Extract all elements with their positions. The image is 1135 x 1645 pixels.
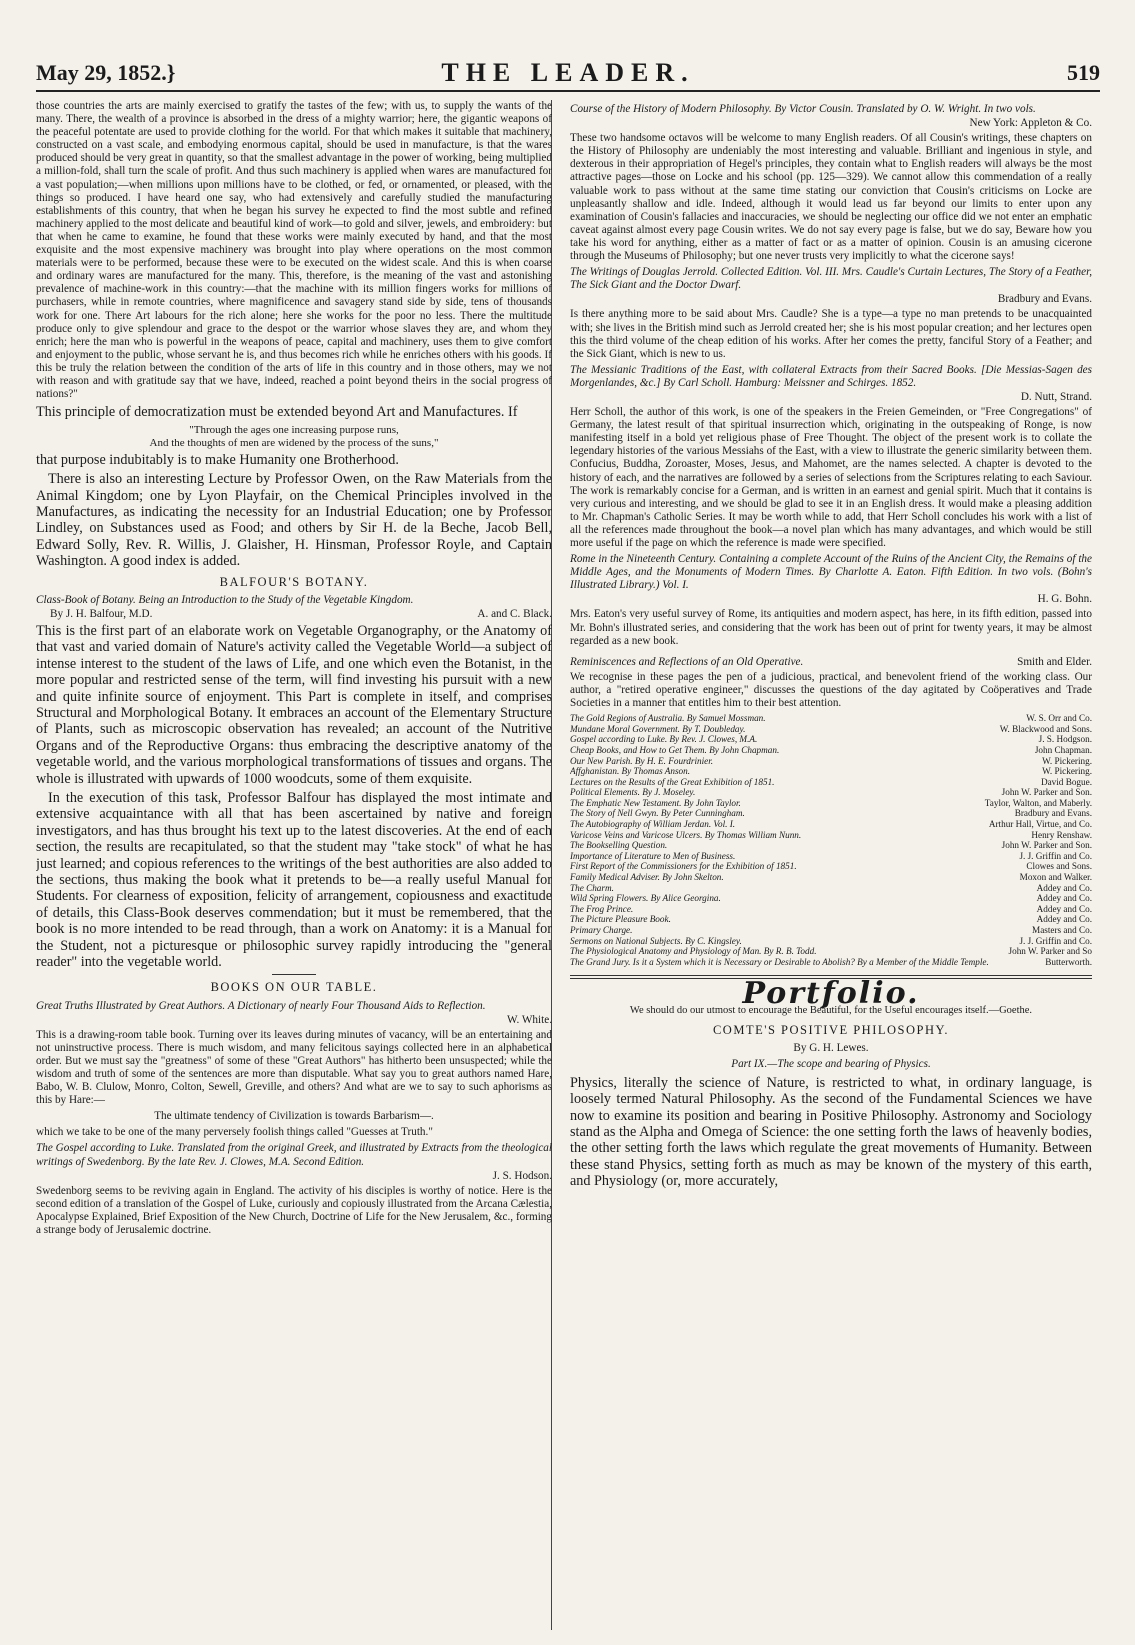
- gospel-luke-review: Swedenborg seems to be reviving again in England. The activity of his disciples is worthy of notice. Here is the second edition of a translation of the Gospel of Luke, curiously and copiously illustrated from the Arcana Cælestia, Apocalypse Explained, Brief Exposition of the New Church, Doctrine of Life for the New Jerusalem, &c., forming a strange body of Jerusalemic doctrine.: [36, 1184, 552, 1236]
- list-item-publisher: Addey and Co.: [1036, 903, 1092, 914]
- list-item-title: The Frog Prince.: [570, 903, 634, 914]
- list-item-title: Family Medical Adviser. By John Skelton.: [570, 872, 724, 883]
- comte-byline: By G. H. Lewes.: [793, 1041, 869, 1054]
- great-truths-review: This is a drawing-room table book. Turning over its leaves during minutes of vacancy, will be an entertaining and not uninstructive process. There is much wisdom, and many felicitous sayings collected here in an alphabetical order. But we must say the "greatness" of some of these "Great Authors" has hitherto been unsuspected; while the wisdom and truth of some of the sentences are more than disputable. What say you to great authors named Hare, Babo, W. B. Clulow, Monro, Colton, Sewell, Greville, and others? And what are we to say to such aphorisms as this by Hare:—: [36, 1028, 552, 1107]
- list-item-publisher: John W. Parker and So: [1008, 946, 1092, 957]
- rome-byline: [584, 593, 1092, 606]
- list-item: [570, 840, 1092, 851]
- list-item: [570, 861, 1092, 872]
- balfour-book-title: Class-Book of Botany. Being an Introduction to the Study of the Vegetable Kingdom.: [36, 593, 414, 606]
- balfour-publisher: A. and C. Black.: [477, 607, 552, 620]
- list-item-title: Lectures on the Results of the Great Exhibition of 1851.: [570, 776, 775, 787]
- list-item-title: Varicose Veins and Varicose Ulcers. By Thomas William Nunn.: [570, 829, 802, 840]
- list-item-title: Primary Charge.: [570, 925, 633, 935]
- great-truths-aphorism: The ultimate tendency of Civilization is towards Barbarism—.: [154, 1110, 434, 1123]
- list-item-publisher: Masters and Co.: [1032, 925, 1092, 935]
- list-item-publisher: Taylor, Walton, and Maberly.: [984, 797, 1092, 808]
- brotherhood-paragraph: that purpose indubitably is to make Humanity one Brotherhood.: [36, 451, 399, 468]
- list-item-title: The Story of Nell Gwyn. By Peter Cunningham.: [570, 808, 745, 819]
- issue-date: May 29, 1852.}: [36, 60, 176, 85]
- section-rule: [272, 974, 316, 975]
- list-item: [570, 745, 1092, 756]
- list-item-publisher: Arthur Hall, Virtue, and Co.: [988, 819, 1092, 830]
- list-item: [570, 787, 1092, 798]
- list-item-title: Mundane Moral Government. By T. Doubleday.: [570, 723, 746, 734]
- list-item-publisher: J. J. Griffin and Co.: [1019, 850, 1092, 861]
- list-item: [570, 936, 1092, 947]
- list-item-title: The Emphatic New Testament. By John Taylor.: [570, 797, 741, 808]
- list-item-title: Wild Spring Flowers. By Alice Georgina.: [570, 893, 721, 904]
- list-item-title: Affghanistan. By Thomas Anson.: [570, 766, 691, 777]
- list-item-title: The Charm.: [570, 882, 614, 893]
- list-item: [570, 819, 1092, 830]
- portfolio-motto: We should do our utmost to encourage the Beautiful, for the Useful encourages itself.—Goethe.: [629, 1005, 1033, 1017]
- left-column: [36, 100, 552, 1630]
- list-item-publisher: Addey and Co.: [1036, 882, 1092, 893]
- newspaper-title: THE LEADER.: [441, 58, 695, 87]
- lectures-paragraph: There is also an interesting Lecture by Professor Owen, on the Raw Materials from the Animal Kingdom; one by Lyon Playfair, on the Chemical Principles involved in the Manufactures, as indicating the necessity for an Industrial Education; one by Professor Lindley, on Substances used as Food; and others by Sir H. de la Beche, Jacob Bell, Edward Solly, Rev. R. Willis, J. Glaisher, H. Hinsman, Professor Royle, and Captain Washington. A good index is added.: [36, 471, 552, 570]
- list-item: [570, 830, 1092, 841]
- reminiscences-publisher: Smith and Elder.: [1017, 655, 1092, 668]
- list-item: [570, 957, 1092, 968]
- list-item: [570, 946, 1092, 957]
- list-item-title: The Physiological Anatomy and Physiology of Man. By R. B. Todd.: [570, 946, 817, 957]
- great-truths-publisher: W. White.: [506, 1013, 552, 1026]
- list-item-title: The Picture Pleasure Book.: [570, 914, 671, 925]
- list-item: [570, 798, 1092, 809]
- messianic-publisher: D. Nutt, Strand.: [1020, 390, 1092, 403]
- balfour-section-heading: BALFOUR'S BOTANY.: [219, 574, 369, 589]
- balfour-review-paragraph-2: In the execution of this task, Professor Balfour has displayed the most intimate and extensive acquaintance with all that has been ascertained by native and foreign investigators, and has thus brought his text up to the latest discoveries. At the end of each section, the results are recapitulated, so that the student may "take stock" of what he has just learned; and copious references to the writings of the best authorities are also added to the sections, thus making the book what it pretends to be—a really useful Manual for Students. For clearness of exposition, felicity of arrangement, copiousness and exactitude of details, this Class-Book deserves commendation; but it must be remembered, that the book is no more intended to be read through, than a work on Anatomy: it is a Manual for the Student, not a picturesque or philosophic survey rapidly introducing the "general reader" into the vegetable world.: [36, 789, 552, 970]
- portfolio-heading: Portfolio.: [742, 976, 920, 1012]
- list-item-publisher: J. S. Hodgson.: [1038, 734, 1092, 745]
- cousin-byline: [584, 117, 1092, 130]
- list-item: [570, 872, 1092, 883]
- list-item-publisher: Henry Renshaw.: [1031, 829, 1092, 840]
- gospel-luke-byline: [50, 1170, 552, 1183]
- gospel-luke-title: The Gospel according to Luke. Translated from the original Greek, and illustrated by Extracts from the theological writings of Swedenborg. By the late Rev. J. Clowes, M.A. Second Edition.: [36, 1142, 552, 1168]
- list-item: [570, 904, 1092, 915]
- list-item-title: Our New Parish. By H. E. Fourdrinier.: [570, 755, 714, 766]
- list-item: [570, 777, 1092, 788]
- balfour-author: By J. H. Balfour, M.D.: [50, 607, 153, 620]
- list-item-title: The Grand Jury. Is it a System which it is Necessary or Desirable to Abolish? By a Member of the Middle Temple.: [570, 956, 989, 967]
- list-item-publisher: W. Pickering.: [1042, 755, 1092, 766]
- jerrold-review: Is there anything more to be said about Mrs. Caudle? She is a type—a type no man pretends to be unacquainted with; she lives in the British mind such as Jerrold created her; she is his most popular creation; and her lectures open this the third volume of the cheap edition of his works. After her comes the pretty, fanciful Story of a Feather; and the Sick Giant, which is new to us.: [570, 308, 1092, 360]
- list-item-publisher: John W. Parker and Son.: [1001, 787, 1092, 798]
- verse-line-2: And the thoughts of men are widened by the process of the suns,": [149, 436, 439, 449]
- list-item-publisher: W. S. Orr and Co.: [1026, 713, 1092, 724]
- messianic-review: Herr Scholl, the author of this work, is one of the speakers in the Freien Gemeinden, or "Free Congregations" of Germany, the latest result of that spiritual insurrection which, originating in the outspeaking of Ronge, is now manifesting itself in a bold yet religious phase of Free Thought. The object of the present work is to collate the legendary histories of the various Messiahs of the East, with a view to illustrate the generic similarity between them. Confucius, Buddha, Zoroaster, Moses, Jesus, and Mahomet, are the names selected. A chapter is devoted to the history of each, and the narratives are followed by a series of selections from the Scriptures relating to each Saviour. The work is remarkably concise for a German, and is written in an earnest and genial spirit. Much that it contains is very curious and interesting, and we should be glad to see it in an English dress. It would make a pleasing addition to Mr. Chapman's Catholic Series. It may be worth while to add, that Herr Scholl concludes his work with a list of all the references made throughout the book—a novel plan which has many advantages, and which would be still more useful if the page on which the reference is made were specified.: [570, 406, 1092, 549]
- balfour-review-paragraph-1: This is the first part of an elaborate work on Vegetable Organography, or the Anatomy of that vast and varied domain of Nature's activity called the Vegetable World—a subject of intense interest to the student of the laws of Life, and one which even the Botanist, in the more popular and restricted sense of the term, will find investing his pursuit with a new and quite infinite source of enjoyment. This Part is complete in itself, and comprises Structural and Morphological Botany. It embraces an account of the Elementary Structure of Plants, such as microscopic observation has revealed; an account of the Nutritive Organs and of the Reproductive Organs: thus embracing the descriptive anatomy of the vegetable world, and the various morphological transformations of tissues and organs. The whole is illustrated with upwards of 1000 woodcuts, some of them exquisite.: [36, 622, 552, 787]
- comte-heading: COMTE'S POSITIVE PHILOSOPHY.: [712, 1022, 950, 1037]
- messianic-book-title: The Messianic Traditions of the East, with collateral Extracts from their Sacred Books. [Die Messias-Sagen des Morgenlandes, &c.] By Carl Scholl. Hamburg: Meissner and Schirges. 1852.: [570, 363, 1092, 389]
- list-item-publisher: John Chapman.: [1034, 744, 1092, 755]
- list-item-publisher: David Bogue.: [1040, 776, 1092, 787]
- rome-review: Mrs. Eaton's very useful survey of Rome, its antiquities and modern aspect, has here, in its fifth edition, passed into Mr. Bohn's illustrated series, and considering that the work has been out of print for twenty years, it may be almost regarded as a new book.: [570, 608, 1092, 647]
- great-truths-title: Great Truths Illustrated by Great Authors. A Dictionary of nearly Four Thousand Aids to Reflection.: [36, 999, 486, 1012]
- list-item-publisher: Butterworth.: [1045, 956, 1092, 967]
- list-item-title: The Autobiography of William Jerdan. Vol. I.: [570, 819, 736, 830]
- list-item: [570, 925, 1092, 936]
- list-item-title: Gospel according to Luke. By Rev. J. Clowes, M.A.: [570, 734, 758, 745]
- list-item: [570, 883, 1092, 894]
- verse-quote: [36, 424, 552, 450]
- list-item: [570, 713, 1092, 724]
- list-item: [570, 808, 1092, 819]
- list-item: [570, 734, 1092, 745]
- list-item-publisher: W. Blackwood and Sons.: [999, 723, 1092, 734]
- cousin-publisher: New York: Appleton & Co.: [969, 117, 1092, 130]
- gospel-luke-publisher: J. S. Hodson.: [492, 1169, 552, 1182]
- verse-line-1: "Through the ages one increasing purpose runs,: [189, 423, 399, 436]
- books-on-table-heading: BOOKS ON OUR TABLE.: [210, 980, 378, 995]
- list-item: [570, 766, 1092, 777]
- right-column: [570, 100, 1092, 1630]
- jerrold-byline: [584, 293, 1092, 306]
- great-truths-byline: [50, 1014, 552, 1027]
- great-truths-review-end: which we take to be one of the many perversely foolish things called "Guesses at Truth.": [36, 1126, 433, 1139]
- list-item: [570, 724, 1092, 735]
- list-item: [570, 914, 1092, 925]
- messianic-byline: [584, 391, 1092, 404]
- balfour-byline: [50, 608, 552, 621]
- list-item-publisher: Addey and Co.: [1036, 893, 1092, 904]
- rome-book-title: Rome in the Nineteenth Century. Containing a complete Account of the Ruins of the Ancient City, the Remains of the Middle Ages, and the Monuments of Modern Times. By Charlotte A. Eaton. Fifth Edition. In two vols. (Bohn's Illustrated Library.) Vol. I.: [570, 553, 1092, 592]
- list-item-title: Political Elements. By J. Moseley.: [570, 787, 696, 798]
- list-item-title: First Report of the Commissioners for the Exhibition of 1851.: [570, 861, 797, 872]
- rome-publisher: H. G. Bohn.: [1037, 593, 1092, 606]
- cousin-review: These two handsome octavos will be welcome to many English readers. Of all Cousin's writings, these chapters on the History of Philosophy are undeniably the most interesting and valuable. Brilliant and ingenious in style, and dexterous in their appropriation of Hegel's principles, they contain what to English readers will always be the most attractive pages—those on Locke and his school (pp. 125—329). We cannot allow this commendation of a really valuable work to pass without at the same time stating our conviction that Cousin's criticisms on Locke are unpleasantly shallow and idle. Indeed, although it would lead us far beyond our limits to enter upon any examination of Cousin's fallacies and inaccuracies, we should be neglecting our office did we not enter an emphatic caveat against almost every page Cousin writes. We do not say every page is false, but we do say, Beware how you take his word for anything, either as a matter of fact or as a matter of opinion. Cousin is an amusing cicerone through the Museums of Philosophy; but one never trusts very implicitly to what the cicerone says!: [570, 132, 1092, 263]
- list-item-title: The Gold Regions of Australia. By Samuel Mossman.: [570, 713, 766, 724]
- reminiscences-review: We recognise in these pages the pen of a judicious, practical, and benevolent friend of the working class. Our author, a "retired operative engineer," discusses the questions of the day agitated by Coöperatives and Trade Societies in a manner that entitles him to their best attention.: [570, 670, 1092, 710]
- books-received-list: [570, 713, 1092, 967]
- page-number: 519: [1067, 60, 1100, 85]
- comte-part-title: Part IX.—The scope and bearing of Physics.: [731, 1057, 931, 1070]
- jerrold-publisher: Bradbury and Evans.: [997, 293, 1092, 306]
- list-item-publisher: W. Pickering.: [1042, 766, 1092, 777]
- reminiscences-title: Reminiscences and Reflections of an Old Operative.: [570, 655, 804, 668]
- list-item-publisher: Moxon and Walker.: [1019, 872, 1092, 883]
- list-item-publisher: J. J. Griffin and Co.: [1019, 935, 1092, 946]
- cousin-book-title: Course of the History of Modern Philosophy. By Victor Cousin. Translated by O. W. Wright. In two vols.: [570, 103, 1036, 115]
- list-item-publisher: John W. Parker and Son.: [1001, 840, 1092, 851]
- list-item-title: Importance of Literature to Men of Business.: [570, 850, 736, 861]
- list-item-title: Cheap Books, and How to Get Them. By John Chapman.: [570, 744, 780, 755]
- list-item-publisher: Clowes and Sons.: [1026, 861, 1092, 872]
- comte-paragraph: Physics, literally the science of Nature, is restricted to what, in ordinary language, is loosely termed Natural Philosophy. As the second of the Fundamental Sciences we have now to examine its position and bearing in Positive Philosophy. Astronomy and Sociology stand as the Alpha and Omega of Science: the one setting forth the laws of heavenly bodies, the other setting forth the laws which regulate the great movements of Humanity. Between these stand Physics, setting forth as much as may be known of the mystery of this earth, and Physiology (or, more accurately,: [570, 1074, 1092, 1190]
- article-continuation-paragraph: those countries the arts are mainly exercised to gratify the tastes of the few; with us, to supply the wants of the many. There, the wealth of a province is absorbed in the dress of a mighty warrior; here, the gigantic weapons of the peaceful potentate are used to provide clothing for the world. For that which makes it suitable that machinery, constructed on a vast scale, and embodying enormous capital, should be used in manufacture, is that the wares produced should be very great in quantity, so that the smallest advantage in the power of working, being multiplied a million-fold, shall turn the scale of profit. And thus such machinery is applied when wares are manufactured for a vast population;—when millions upon millions have to be clothed, or fed, or ornamented, or pleased, with the things so produced. I have heard one say, who had extensively and carefully studied the manufacturing establishments of this country, that when he began his survey he expected to find the most subtle and refined machinery applied to the most delicate and beautiful kind of work—to gold and silver, jewels, and embroidery: but that when he came to examine, he found that these works were mainly executed by hand, and that the most exquisite and the most expensive machinery was brought into play where operations on the most common materials were to be performed, because these were to be executed on the widest scale. And this is when coarse and ordinary wares are manufactured for the many. This, therefore, is the meaning of the vast and astonishing prevalence of machine-work in this country:—that the machine with its million fingers works for millions of purchasers, while in remote countries, where magnificence and savagery stand side by side, tens of thousands work for one. There Art labours for the rich alone; here she works for the poor no less. There the multitude produce only to give splendour and grace to the despot or the warrior whose slaves they are, and whom they enrich; here the man who is powerful in the weapons of peace, capital and machinery, uses them to give comfort and enjoyment to the public, whose servant he is, and thus becomes rich while he enriches others with his goods. If this be truly the relation between the condition of the arts of life in this country and in those others, may we not with reason and with gratitude say that we have, indeed, reached a point beyond theirs in the social progress of nations?": [36, 100, 552, 401]
- masthead: [36, 56, 1100, 92]
- jerrold-book-title: The Writings of Douglas Jerrold. Collected Edition. Vol. III. Mrs. Caudle's Curtain Lectures, The Story of a Feather, The Sick Giant and the Doctor Dwarf.: [570, 266, 1092, 292]
- list-item-title: Sermons on National Subjects. By C. Kingsley.: [570, 935, 742, 946]
- list-item: [570, 756, 1092, 767]
- list-item-publisher: Bradbury and Evans.: [1014, 808, 1092, 819]
- democratization-paragraph: This principle of democratization must be extended beyond Art and Manufactures. If: [36, 404, 518, 421]
- list-item: [570, 851, 1092, 862]
- list-item-title: The Bookselling Question.: [570, 840, 668, 851]
- reminiscences-heading: [570, 656, 1092, 669]
- list-item: [570, 893, 1092, 904]
- list-item-publisher: Addey and Co.: [1036, 914, 1092, 925]
